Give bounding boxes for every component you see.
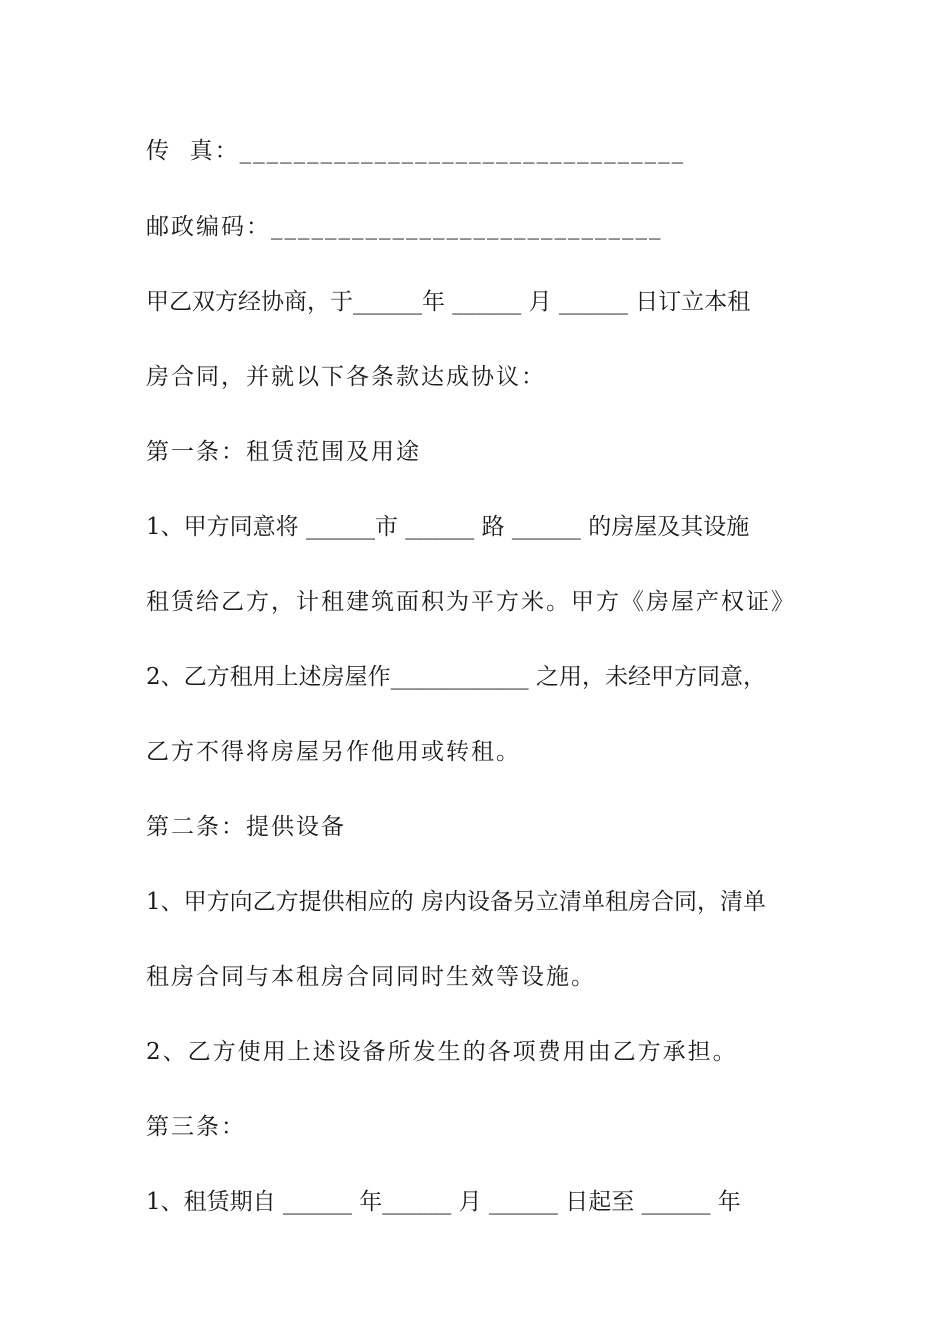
article-1-clause-2-line-1: 2、乙方租用上述房屋作____________ 之用，未经甲方同意， [146,664,766,690]
article-1-clause-2-line-2: 乙方不得将房屋另作他用或转租。 [146,739,521,765]
article-1-clause-1-line-2: 租赁给乙方，计租建筑面积为平方米。甲方《房屋产权证》 [146,589,796,615]
agreement-intro-line-1: 甲乙双方经协商，于______年 ______ 月 ______ 日订立本租 [146,289,751,315]
article-1-clause-1-line-1: 1、甲方同意将 ______市 ______ 路 ______ 的房屋及其设施 [146,514,750,540]
article-1-heading: 第一条：租赁范围及用途 [146,439,421,465]
article-2-clause-1-line-2: 租房合同与本租房合同同时生效等设施。 [146,964,596,990]
article-3-heading: 第三条： [146,1114,246,1140]
article-3-clause-1: 1、租赁期自 ______ 年______ 月 ______ 日起至 ______ 年 [146,1189,741,1215]
article-2-clause-1-line-1: 1、甲方向乙方提供相应的 房内设备另立清单租房合同，清单 [146,889,766,915]
article-2-clause-2: 2、乙方使用上述设备所发生的各项费用由乙方承担。 [146,1039,738,1065]
article-2-heading: 第二条：提供设备 [146,814,346,840]
fax-line: 传 真：_________________________________ [146,138,686,164]
agreement-intro-line-2: 房合同，并就以下各条款达成协议： [146,364,546,390]
postal-code-line: 邮政编码：_____________________________ [146,214,663,240]
